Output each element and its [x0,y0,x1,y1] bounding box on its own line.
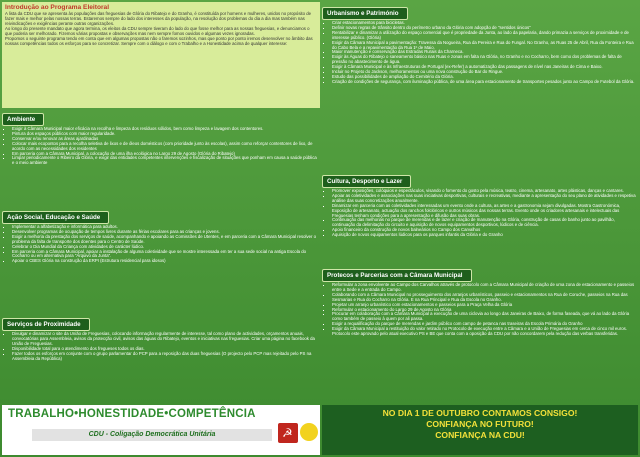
list-item: ▪ Celebrar o Dia Mundial da Criança com atividades de carácter lúdico. [12,245,320,250]
section-list [322,21,638,85]
section-header: Ação Social, Educação e Saúde [2,211,109,224]
coalition-name: CDU - Coligação Democrática Unitária [32,429,272,441]
list-item: ▪ Criar estacionamentos para bicicletas. [332,21,638,26]
section-urbanismo [322,2,638,170]
list-item: ▪ Em parceria com a Câmara Municipal, a colocação de uma ilha ecológica no Largo 29 de Agosto (Glória do Ribatejo) [12,152,320,157]
list-item: ▪ Colaborando com a Câmara Municipal no prosseguimento dos arranjos urbanísticos, passeio e estacionamentos na Rua de Coruche, passeios na Rua das Sesmarias e Rua do Cocharro na Glória. E na Rua Principal e Rua da Escola no Granho. [332,293,638,303]
list-item: ▪ Conservar e/ou renovar as áreas ajardinadas [12,137,320,142]
list-item: ▪ Exigir às Águas do Ribatejo o saneamento básico nas Ruas e zonas em falta na Glória, no Granho e no Cocharro, bem como dos problemas de falta de pressão no abastecimento de água. [332,55,638,65]
intro-box [2,2,320,108]
section-servicos [2,313,320,397]
pcp-logo-icon [278,423,298,443]
list-item: ▪ Promover exposições, colóquios e espectáculos, visando o fomento do gosto pela música, teatro, cinema, artesanato, artes plásticas, danças e cantares. [332,189,638,194]
list-item: ▪ Exigir da Câmara Municipal a pavimentação: Travessa da Nogueira, Rua da Pereira e Rua do Fungal. No Granho, as Ruas 25 de Abril, Rua da Fonteira e Rua do Cabo Bela e a repavimentação da Rua 1º de Maio. [332,41,638,51]
left-column [2,2,320,397]
list-item: ▪ Incluir no Projeto do Jackson, melhoramentos ou uma nova construção do Bar do Ringue. [332,70,638,75]
list-item: ▪ Apoio financeiro da construção de novos balneários no Campo dos Carvalhos [332,228,638,233]
section-list [2,225,320,264]
list-item: ▪ Exigir a requalificação do parque de merendas e jardim público com campo de petanca nas traseiras da Escola Primária do Granho [332,322,638,327]
list-item: ▪ Definir novas regras de trânsito dentro do perímetro urbano da Glória com adopção de "sentidos únicos" [332,26,638,31]
list-item: ▪ Exigir à Câmara Municipal e às Infraestruturas de Portugal (ex-Refer) a automatização das passagens de nível nas Janeiras de Cima e Baixo. [332,65,638,70]
intro-paragraph: Ao longo do presente mandato que agora termina, os eleitos da CDU sempre tiveram do lado do que fosse melhor para as nossas freguesias, e denunciamos o que poderia ser melhorado. Fizemos várias propostas e observações mas nem sempre fomos ouvidos e algumas vezes ignoradas. [5,26,310,36]
list-item: ▪ Divulgar e dinamizar o site da União de Freguesias, colocando informação regularmente de interesse, tal como plano de actividades, orçamentos anuais, convocatórias para Assembleia, avisos da protecção civil, avisos das águas do Ribatejo, eventos e iniciativas nas freguesias. Criar uma página no facebook da União de Freguesias. [12,332,320,347]
intro-paragraph: Propomos o seguinte programa tendo em conta que em algumas propostas não o faremos sozinhos, mas que ponto por ponto iremos desenvolver no âmbito das nossas competências todos os esforços para se concretizar. Sempre com o diálogo e com o Trabalho e a Honestidade acima de qualquer interesse: [5,36,313,46]
list-item: ▪ Dinamizar em parceria com as coletividades interessadas um evento onde a cultura, as artes e a gastronomia sejam divulgadas. Mostra Gastronómica, Exposição de artesanato, actuação dos ranchos folclóricos e outros músicos das nossas terras. Evento onde os criadores artesanais e intelectuais das Freguesias tenham condições para a apresentação e difusão das suas obras. [332,204,638,219]
list-item: ▪ Apoiar o CBES Glória na construção da ERPI (Estrutura residencial para idosos) [12,259,320,264]
list-item: ▪ Exigir à Câmara Municipal maior eficácia na recolha e limpeza dos resíduos sólidos, bem como limpeza e lavagem dos contentores. [12,127,320,132]
list-item: ▪ Desenvolver programas de ocupação de tempos livres durante as férias escolares para as crianças e jovens. [12,230,320,235]
section-list [322,283,638,337]
list-item: ▪ Colocar mais ecopontos para a recolha seletiva de lixos e de óleos domésticos (com prioridade junto às escolas), assim como reforçar contentores de lixo, de acordo com as necessidades dos residentes [12,142,320,152]
list-item: ▪ Fazer todos os esforços em conjunte com o grupo parlamentar do PCP para a reposição das duas freguesias (O projecto pelo PCP mas rejeitado pelo PS na Assembleia da República) [12,352,320,362]
list-item: ▪ Maior manutenção e conservação das Estradas Rurais da Charneca. [332,50,638,55]
closing-line: CONFIANÇA NA CDU! [435,430,525,440]
list-item: ▪ Rentabilizar e dinamizar a utilização do espaço comercial que é propriedade da Junta, ao lado da papelaria, dando primazia a serviços de proximidade e de interesse público. (Glória) [332,31,638,41]
section-parcerias [322,264,638,404]
list-item: ▪ Reformular o estacionamento do Largo 29 de Agosto na Glória [332,308,638,313]
right-column [322,2,638,404]
section-list [2,332,320,361]
list-item: ▪ Procurar em colaboração com a Câmara Municipal a execução de uma ciclovia ao longo das Janeiras de Baixo, de forma faseada, que vá ao lado da Glória como também de passeio à quem por ali passa. [332,312,638,322]
footer-slogan-panel [2,405,320,455]
closing-line: CONFIANÇA NO FUTURO! [426,419,534,429]
list-item: ▪ Continuação das melhorias no parque de merendas e de lazer e criação de manutenção na Glória, construção de casas de banho junto ao pavilhão, continuação da delimitação do circuito e aquisição de novos equipamentos desportivos, lúdicos e de ciência. [332,218,638,228]
list-item: ▪ Exigir da Câmara Municipal a restituição do valor retirado no Protocolo de execução entre a Câmara e a União de Freguesias em cerca de cinco mil euros. Protocolo este aprovado pelo atual executivo PS e BE que conta com a oposição da CDU por não concordarem pela redução das verbas transferidas. [332,327,638,337]
pev-sun-logo-icon [300,423,318,441]
list-item: ▪ Em parceria com a Câmara Municipal, apoiar a instalação de alguma coletividade que se mostre interessada em ter a sua sede social na antiga Escola do Cocharro ou em alternativa para "Arquivo da Junta". [12,250,320,260]
list-item: ▪ Aquisição de novos equipamentos lúdicos para os parques infantis da Glória e do Granho [332,233,638,238]
section-ambiente [2,108,320,206]
list-item: ▪ Reformular a zona envolvente ao Campo dos Carvalhos através de protocolo com a Câmara Municipal de criação de uma zona de estacionamento e passeios entre a Sede e a entrada do Campo. [332,283,638,293]
list-item: ▪ Criação de condições de segurança, com iluminação pública, de uma área para estacionamento de transportes pesados junto ao Campo de Futebol da Glória. [332,80,638,85]
list-item: ▪ Limpar periodicamente o Ribeiro da Glória, e exigir das entidades competentes intervenções e fiscalização de situações que ponham em causa a saúde pública e o meio ambiente [12,156,320,166]
section-list [322,189,638,238]
list-item: ▪ Disponibilidade total para o atendimento dos fregueses todos os dias. [12,347,320,352]
list-item: ▪ Projetar um arranjo urbanístico com estacionamentos e passeios para a Praça Velha da Glória [332,303,638,308]
section-header: Protecos e Parcerias com a Câmara Municipal [322,269,472,282]
slogan [8,408,256,420]
section-acao-social [2,206,320,313]
slogan-separator: • [164,408,169,420]
list-item: ▪ Apoiar as coletividades e associações nas suas iniciativas desportivas, culturais e recreativas, mediante a apresentação do seu plano de atividades e respetiva análise das suas concretizações anualmente. [332,194,638,204]
slogan-word: HONESTIDADE [78,408,165,420]
slogan-word: TRABALHO [8,408,75,420]
list-item: ▪ Pintura dos espaços públicos com maior regularidade. [12,132,320,137]
list-item: ▪ Implementar a alfabetização e informática para adultos. [12,225,320,230]
intro-title: Introdução ao Programa Eleitoral [5,4,110,11]
section-list [2,127,320,166]
list-item: ▪ Exigir a melhoria da prestação dos serviços de saúde, acompanhando e apoiando as Comissões de Utentes, e em parceria com a Câmara Municipal resolver o problema da falta de transporte dos doentes para o Centro de Saúde. [12,235,320,245]
closing-line: NO DIA 1 DE OUTUBRO CONTAMOS CONSIGO! [382,408,578,418]
slogan-separator: • [74,408,79,420]
footer-closing-panel [322,405,638,455]
hammer-sickle-icon: ☭ [282,426,293,440]
section-header: Ambiente [2,113,44,126]
section-header: Urbanismo e Património [322,7,408,20]
slogan-word: COMPETÊNCIA [168,408,256,420]
list-item: ▪ Estudo das possibilidades de ampliação do Cemitério da Glória. [332,75,638,80]
section-header: Serviços de Proximidade [2,318,90,331]
intro-paragraph: A lista da CDU que se apresenta às populações das freguesias de Glória do Ribatejo e do Granho, é constituída por homens e mulheres, unidos no propósito de fazer mais e melhor pelas nossas terras. Estaremos sempre do lado dos interesses da população, na resolução dos problemas do dia a dia mas também nas reivindicações e exigências perante outras organizações. [5,11,311,26]
section-header: Cultura, Desporto e Lazer [322,175,411,188]
section-cultura [322,170,638,264]
